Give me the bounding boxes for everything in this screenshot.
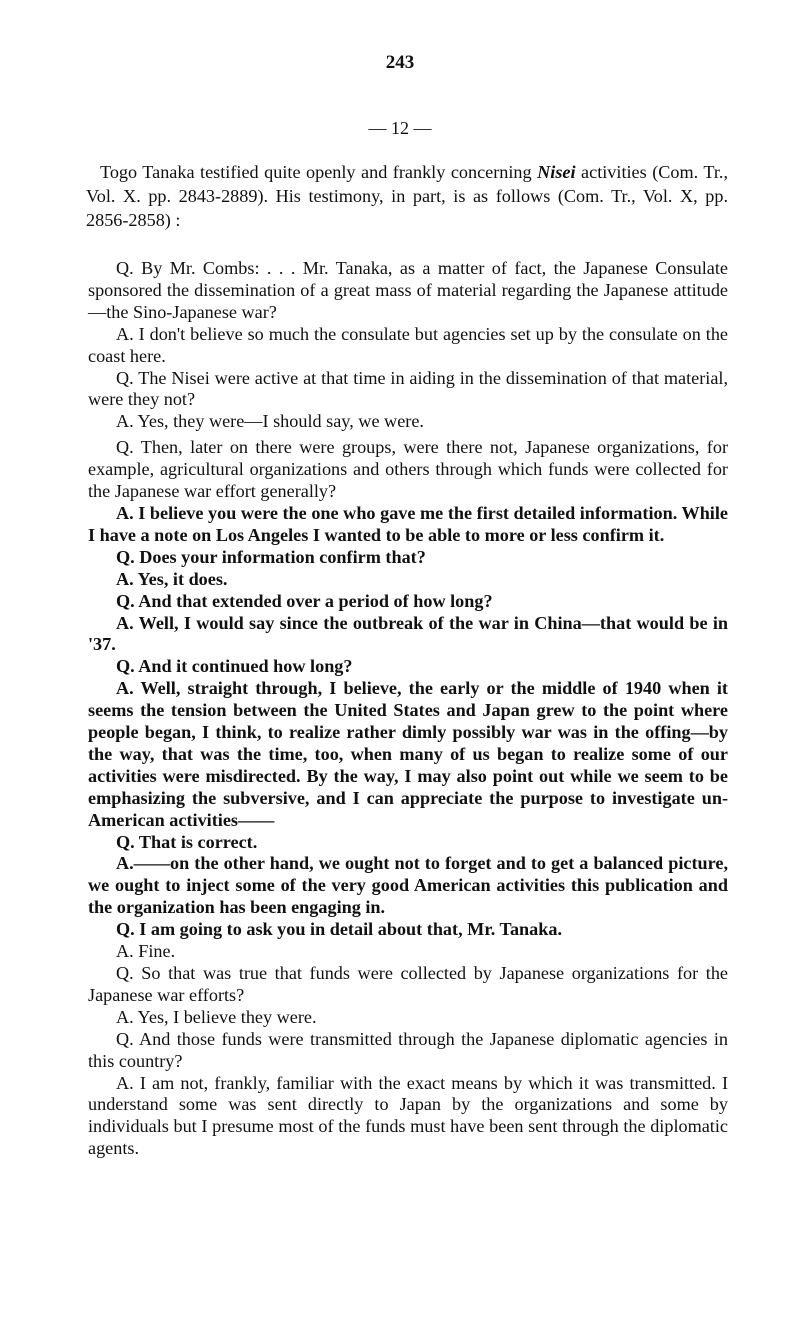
answer-paragraph: A. Yes, it does. [116, 568, 228, 589]
answer-paragraph: A. Yes, they were—I should say, we were. [116, 411, 424, 432]
page-number: 243 [385, 52, 415, 73]
answer-paragraph: A. Yes, I believe they were. [116, 1006, 317, 1027]
question-paragraph: Q. And those funds were transmitted through the Japanese diplomatic agencies in this country? [88, 1028, 728, 1071]
question-paragraph: Q. The Nisei were active at that time in aiding in the dissemination of that material, were they not? [88, 367, 728, 410]
section-number: — 12 — [368, 118, 432, 138]
testimony-transcript [88, 258, 728, 1160]
answer-paragraph: A. I don't believe so much the consulate but agencies set up by the consulate on the coast here. [88, 323, 728, 366]
question-paragraph: Q. So that was true that funds were collected by Japanese organizations for the Japanese war efforts? [88, 963, 728, 1005]
intro-paragraph [86, 160, 728, 232]
intro-text-before: Togo Tanaka testified quite openly and frankly concerning [100, 162, 538, 182]
question-paragraph: Q. Does your information confirm that? [116, 546, 426, 567]
question-paragraph: Q. By Mr. Combs: . . . Mr. Tanaka, as a matter of fact, the Japanese Consulate sponsored the dissemination of a great mass of material regarding the Japanese attitude—the Sino-Japanese war? [88, 258, 728, 322]
answer-paragraph: A. Well, I would say since the outbreak of the war in China—that would be in '37. [88, 612, 728, 655]
intro-text-after: activities (Com. Tr., Vol. X. pp. 2843-2889). His testimony, in part, is as follows (Com. Tr., Vol. X, pp. 2856-2858) : [86, 162, 728, 230]
answer-paragraph: A.——on the other hand, we ought not to forget and to get a balanced picture, we ought to inject some of the very good American activities this publication and the organization has been engaging in. [88, 853, 728, 918]
answer-paragraph: A. Well, straight through, I believe, the early or the middle of 1940 when it seems the tension between the United States and Japan grew to the point where people began, I think, to realize rather dimly possibly war was in the offing—by the way, that was the time, too, when many of us began to realize some of our activities were misdirected. By the way, I may also point out while we seem to be emphasizing the subversive, and I can appreciate the purpose to investigate un-American activities—— [88, 678, 728, 830]
question-paragraph: Q. And that extended over a period of how long? [116, 590, 493, 611]
question-paragraph: Q. Then, later on there were groups, were there not, Japanese organizations, for example, agricultural organizations and others through which funds were collected for the Japanese war effort generally? [88, 437, 728, 502]
answer-paragraph: A. Fine. [116, 941, 176, 962]
question-paragraph: Q. I am going to ask you in detail about that, Mr. Tanaka. [116, 919, 563, 940]
answer-paragraph: A. I believe you were the one who gave me the first detailed information. While I have a note on Los Angeles I wanted to be able to more or less confirm it. [88, 502, 728, 545]
answer-paragraph: A. I am not, frankly, familiar with the exact means by which it was transmitted. I understand some was sent directly to Japan by the organizations and some by individuals but I presume most of the funds must have been sent through the diplomatic agents. [88, 1072, 728, 1159]
question-paragraph: Q. And it continued how long? [116, 656, 353, 677]
question-paragraph: Q. That is correct. [116, 831, 258, 852]
intro-emphasis: Nisei [537, 162, 576, 182]
